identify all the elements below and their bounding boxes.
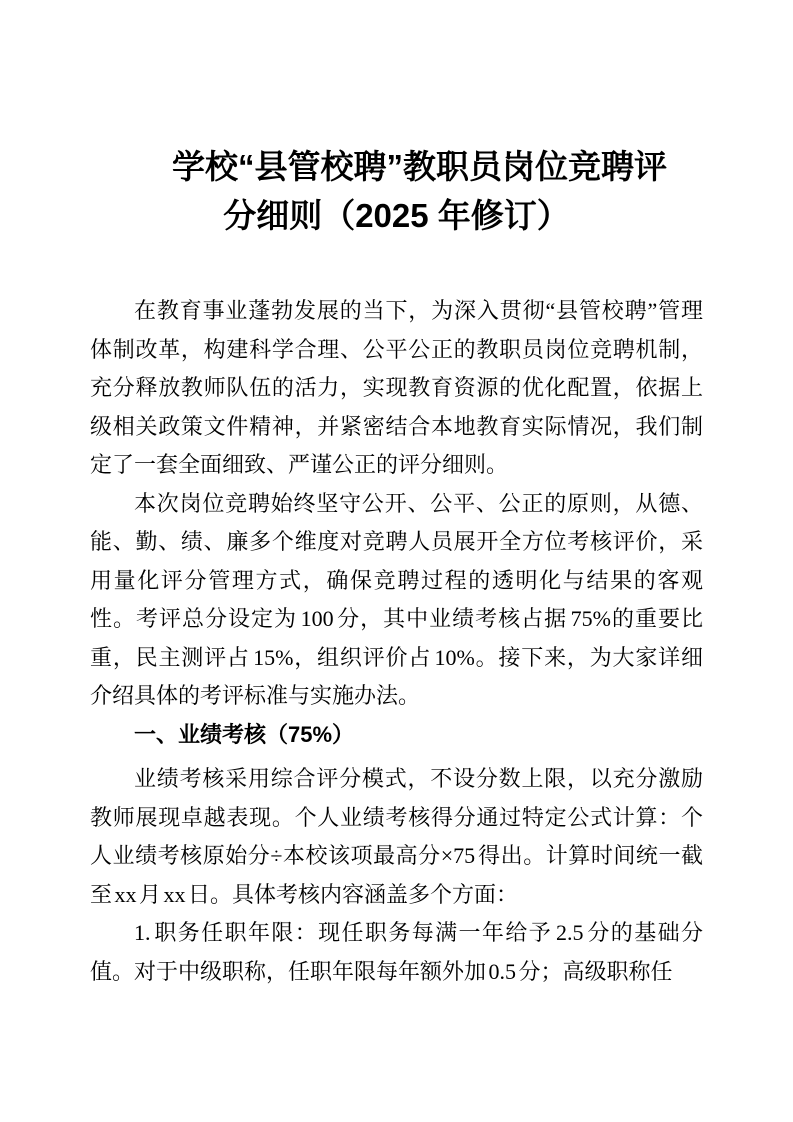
paragraph-intro: 在教育事业蓬勃发展的当下，为深入贯彻“县管校聘”管理体制改革，构建科学合理、公平公正的教职员岗位竞聘机制，充分释放教师队伍的活力，实现教育资源的优化配置，依据上级相关政策文件精神，并紧密结合本地教育实际情况，我们制定了一套全面细致、严谨公正的评分细则。 <box>90 298 703 477</box>
document-body <box>90 292 703 991</box>
paragraph-tenure-scoring: 1. 职务任职年限：现任职务每满一年给予 2.5 分的基础分值。对于中级职称，任职年限每年额外加 0.5 分；高级职称任 <box>90 920 703 984</box>
title-line-1: 学校“县管校聘”教职员岗位竞聘评 <box>172 148 667 185</box>
paragraph-performance-formula: 业绩考核采用综合评分模式，不设分数上限，以充分激励教师展现卓越表现。个人业绩考核得分通过特定公式计算：个人业绩考核原始分÷本校该项最高分×75 得出。计算时间统一截至 xx 月 xx 日。具体考核内容涵盖多个方面： <box>90 766 703 907</box>
paragraph-principles-scoring: 本次岗位竞聘始终坚守公开、公平、公正的原则，从德、能、勤、绩、廉多个维度对竞聘人员展开全方位考核评价，采用量化评分管理方式，确保竞聘过程的透明化与结果的客观性。考评总分设定为 100 分，其中业绩考核占据 75%的重要比重，民主测评占 15%，组织评价占 10%。接下来，为大家详细介绍具体的考评标准与实施办法。 <box>90 490 703 708</box>
section-heading-performance-assessment: 一、业绩考核（75%） <box>134 721 355 747</box>
title-line-2: 分细则（2025 年修订） <box>223 197 570 234</box>
document-title <box>90 142 703 240</box>
